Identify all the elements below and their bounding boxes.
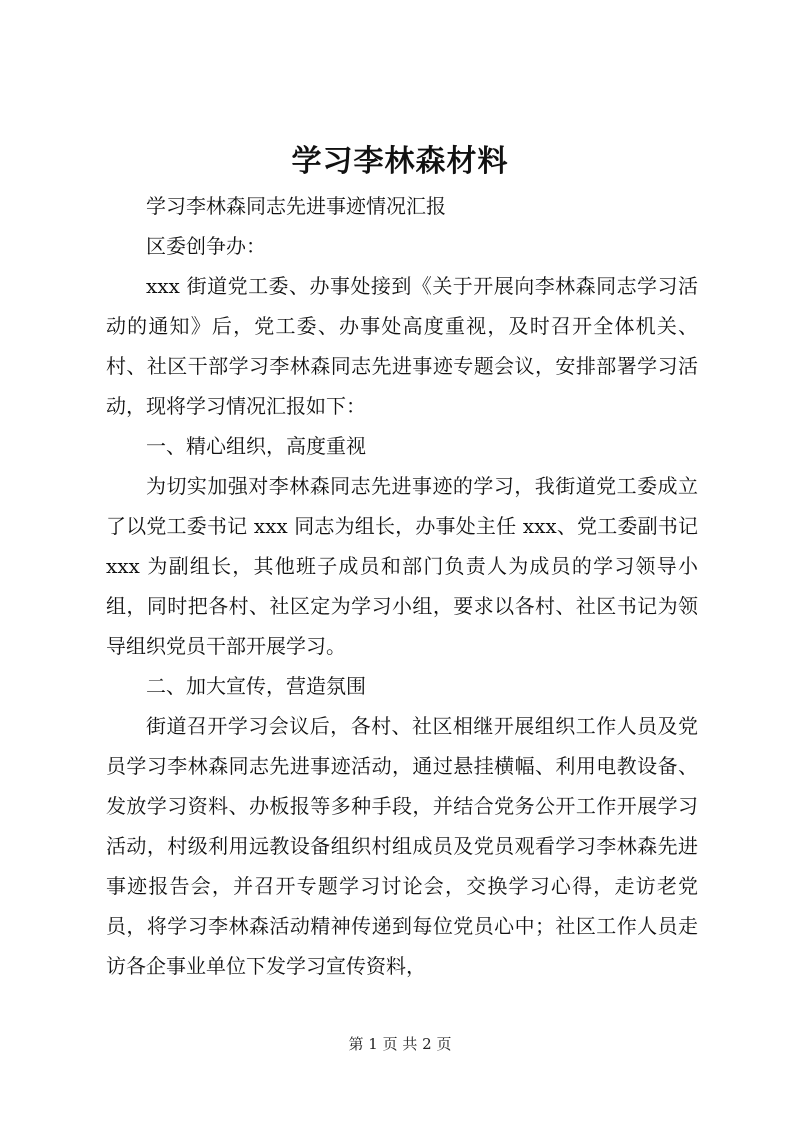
section-heading-1: 一、精心组织，高度重视 — [146, 434, 366, 458]
document-title: 学习李林森材料 — [291, 144, 509, 179]
recipient-line: 区委创争办： — [146, 234, 266, 258]
section-paragraph-2: 街道召开学习会议后，各村、社区相继开展组织工作人员及党员学习李林森同志先进事迹活动，通过悬挂横幅、利用电教设备、发放学习资料、办板报等多种手段，并结合党务公开工作开展学习活动，村级利用远教设备组织村组成员及党员观看学习李林森先进事迹报告会，并召开专题学习讨论会，交换学习心得，走访老党员，将学习李林森活动精神传递到每位党员心中；社区工作人员走访各企事业单位下发学习宣传资料， — [106, 714, 698, 978]
section-paragraph-1: 为切实加强对李林森同志先进事迹的学习，我街道党工委成立了以党工委书记 xxx 同志为组长，办事处主任 xxx、党工委副书记 xxx 为副组长，其他班子成员和部门负责人为成员的学习领导小组，同时把各村、社区定为学习小组，要求以各村、社区书记为领导组织党员干部开展学习。 — [106, 474, 698, 658]
document-body — [106, 186, 698, 986]
page-footer: 第 1 页 共 2 页 — [348, 1035, 452, 1053]
section-heading-2: 二、加大宣传，营造氛围 — [146, 674, 366, 698]
intro-paragraph: xxx 街道党工委、办事处接到《关于开展向李林森同志学习活动的通知》后，党工委、办事处高度重视，及时召开全体机关、村、社区干部学习李林森同志先进事迹专题会议，安排部署学习活动，现将学习情况汇报如下： — [106, 274, 698, 418]
report-heading: 学习李林森同志先进事迹情况汇报 — [146, 194, 446, 218]
